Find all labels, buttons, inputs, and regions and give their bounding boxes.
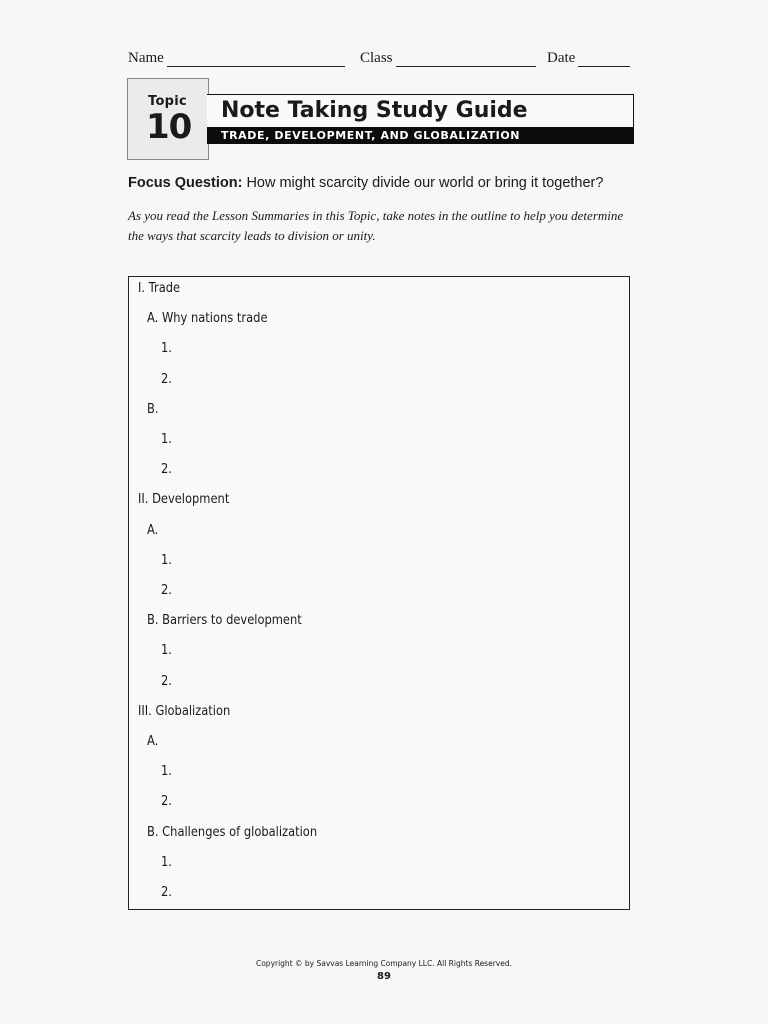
topic-number: 10 [146,107,192,147]
topic-label: Topic [148,94,188,109]
name-label: Name [128,50,164,66]
title-box [207,94,634,128]
outline-item: I. Trade [138,280,181,296]
focus-question [128,175,603,191]
subtitle-bar [207,127,634,144]
instructions: As you read the Lesson Summaries in this Topic, take notes in the outline to help you determine the ways that scarcity leads to division or unity. [128,208,624,243]
outline-item: B. Barriers to development [147,612,302,629]
outline-item: II. Development [138,491,230,508]
outline-item: 1. [161,642,172,659]
outline-item: 2. [161,370,172,387]
outline-item: 1. [161,340,172,357]
outline-item: B. Challenges of globalization [147,823,318,840]
outline-box[interactable] [128,276,630,910]
outline-item: 2. [161,461,172,478]
focus-question-text: How might scarcity divide our world or bring it together? [246,175,604,191]
outline-item: 1. [161,551,172,568]
date-input-line[interactable] [578,52,630,67]
class-input-line[interactable] [396,52,536,67]
outline-item: 1. [161,431,172,447]
outline-item: 2. [161,793,172,810]
name-input-line[interactable] [167,52,345,67]
class-field [360,50,536,67]
date-label: Date [547,50,576,66]
outline-item: 1. [161,763,172,780]
copyright: Copyright © by Savvas Learning Company LLC. All Rights Reserved. [255,959,512,968]
outline-item: A. [147,521,159,538]
outline-item: 2. [161,884,172,900]
date-field [547,50,630,67]
outline-item: 1. [161,853,172,870]
outline-item: III. Globalization [138,702,231,719]
page-subtitle: TRADE, DEVELOPMENT, AND GLOBALIZATION [221,129,521,142]
topic-badge [127,78,209,160]
focus-question-label: Focus Question: [128,175,243,191]
outline-item: A. Why nations trade [147,310,268,327]
class-label: Class [360,50,393,66]
outline-item: B. [147,400,159,417]
outline-item: 2. [161,582,172,598]
outline-item: 2. [161,672,172,689]
outline-item: A. [147,733,159,749]
page-number: 89 [377,971,391,982]
name-field [128,50,345,67]
page-title: Note Taking Study Guide [221,98,528,123]
